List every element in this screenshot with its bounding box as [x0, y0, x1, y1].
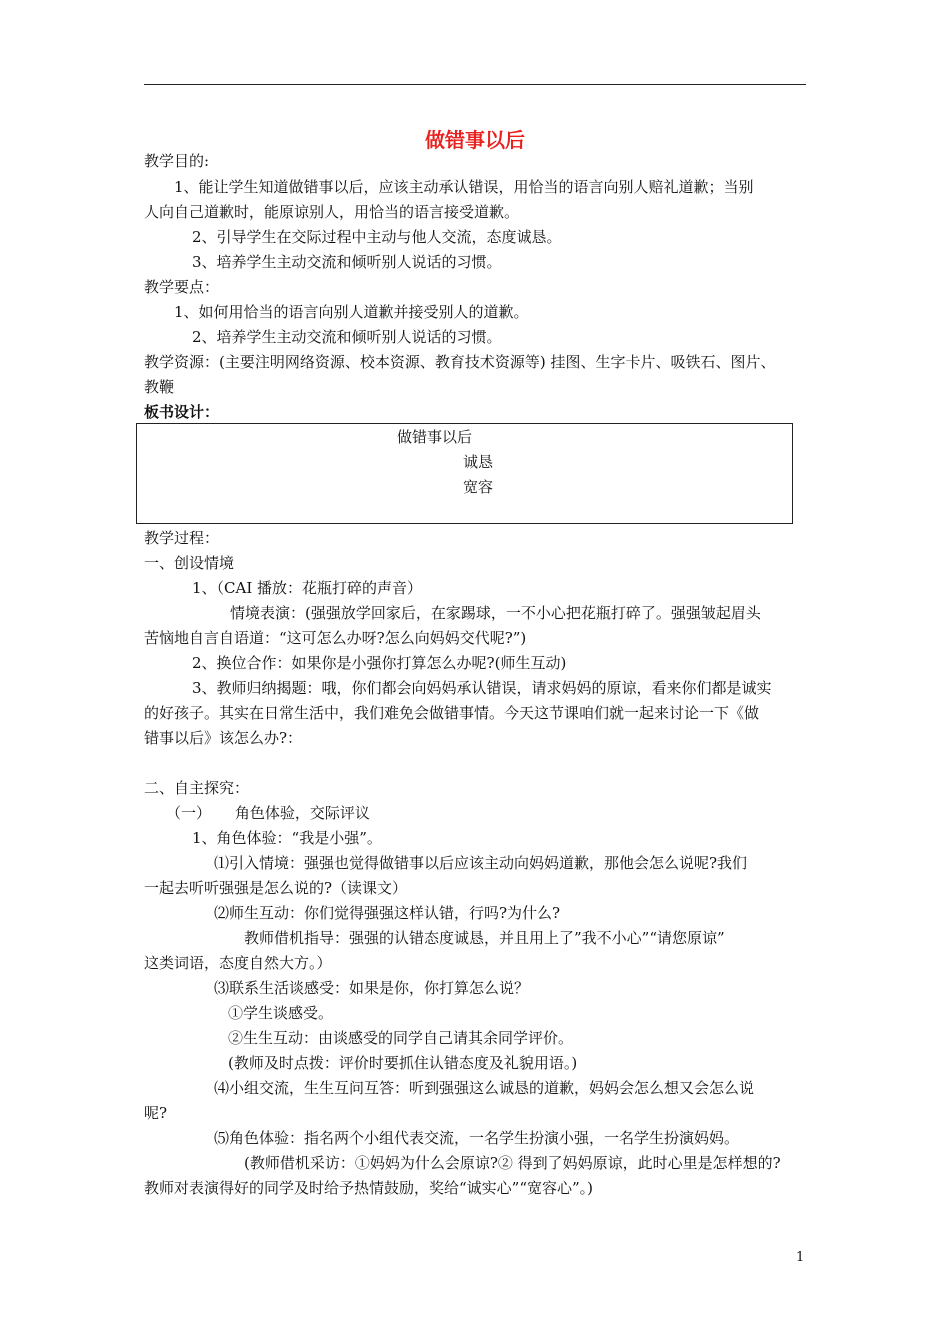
step-2-note-line-2: 这类词语，态度自然大方。）: [144, 954, 332, 972]
performance-line-2: 苦恼地自言自语道：“这可怎么办呀?怎么向妈妈交代呢?”): [144, 629, 527, 647]
step-5-note-line-2: 教师对表演得好的同学及时给予热情鼓励，奖给“诚实心”“宽容心”。): [144, 1179, 594, 1197]
objective-1-line-1: 1、能让学生知道做错事以后，应该主动承认错误，用恰当的语言向别人赔礼道歉；当别: [174, 178, 754, 196]
section-1-item-2: 2、换位合作：如果你是小强你打算怎么办呢?(师生互动): [192, 654, 567, 672]
resources-line-2: 教鞭: [144, 378, 175, 396]
step-3-note: (教师及时点拨：评价时要抓住认错态度及礼貌用语。): [228, 1054, 578, 1072]
step-1-line-1: ⑴引入情境：强强也觉得做错事以后应该主动向妈妈道歉，那他会怎么说呢?我们: [214, 854, 748, 872]
step-4-line-2: 呢?: [144, 1104, 168, 1122]
step-2-note-line-1: 教师借机指导：强强的认错态度诚恳，并且用上了”我不小心”“请您原谅”: [244, 929, 725, 947]
section-1-item-1: 1、（CAI 播放：花瓶打碎的声音）: [192, 579, 423, 597]
page-number: 1: [796, 1250, 805, 1265]
process-heading: 教学过程：: [144, 529, 220, 547]
section-2-heading: 二、自主探究：: [144, 779, 250, 797]
objectives-heading: 教学目的:: [144, 152, 210, 170]
objective-2: 2、引导学生在交际过程中主动与他人交流，态度诚恳。: [192, 228, 562, 246]
objective-3: 3、培养学生主动交流和倾听别人说话的习惯。: [192, 253, 502, 271]
board-line-1: 做错事以后: [397, 428, 473, 446]
step-4-line-1: ⑷小组交流，生生互问互答：听到强强这么诚恳的道歉，妈妈会怎么想又会怎么说: [214, 1079, 755, 1097]
board-line-3: 宽容: [463, 478, 494, 496]
section-1-item-3-line-2: 的好孩子。其实在日常生活中，我们难免会做错事情。今天这节课咱们就一起来讨论一下《做: [144, 704, 760, 722]
document-title: 做错事以后: [425, 128, 525, 152]
key-point-2: 2、培养学生主动交流和倾听别人说话的习惯。: [192, 328, 502, 346]
section-2-sub-1: （一） 角色体验，交际评议: [166, 804, 370, 822]
performance-line-1: 情境表演：(强强放学回家后，在家踢球，一不小心把花瓶打碎了。强强皱起眉头: [230, 604, 761, 622]
board-line-2: 诚恳: [463, 453, 494, 471]
step-3-b: ②生生互动：由谈感受的同学自己请其余同学评价。: [228, 1029, 574, 1047]
objective-1-line-2: 人向自己道歉时，能原谅别人，用恰当的语言接受道歉。: [144, 203, 520, 221]
section-2-item-1: 1、角色体验：“我是小强”。: [192, 829, 382, 847]
board-design-heading: 板书设计：: [144, 403, 220, 421]
key-point-1: 1、如何用恰当的语言向别人道歉并接受别人的道歉。: [174, 303, 529, 321]
step-5-note-line-1: (教师借机采访：①妈妈为什么会原谅?② 得到了妈妈原谅，此时心里是怎样想的?: [244, 1154, 781, 1172]
step-5: ⑸角色体验：指名两个小组代表交流，一名学生扮演小强，一名学生扮演妈妈。: [214, 1129, 740, 1147]
key-points-heading: 教学要点：: [144, 278, 220, 296]
section-1-heading: 一、创设情境: [144, 554, 235, 572]
step-2: ⑵师生互动：你们觉得强强这样认错，行吗?为什么?: [214, 904, 561, 922]
section-1-item-3-line-1: 3、教师归纳揭题：哦，你们都会向妈妈承认错误，请求妈妈的原谅，看来你们都是诚实: [192, 679, 772, 697]
step-3: ⑶联系生活谈感受：如果是你，你打算怎么说？: [214, 979, 530, 997]
section-1-item-3-line-3: 错事以后》该怎么办?：: [144, 729, 303, 747]
resources-line-1: 教学资源：(主要注明网络资源、校本资源、教育技术资源等) 挂图、生字卡片、吸铁石、图片、: [144, 353, 776, 371]
step-1-line-2: 一起去听听强强是怎么说的?（读课文）: [144, 879, 408, 897]
step-3-a: ①学生谈感受。: [228, 1004, 334, 1022]
header-rule: [144, 84, 806, 85]
